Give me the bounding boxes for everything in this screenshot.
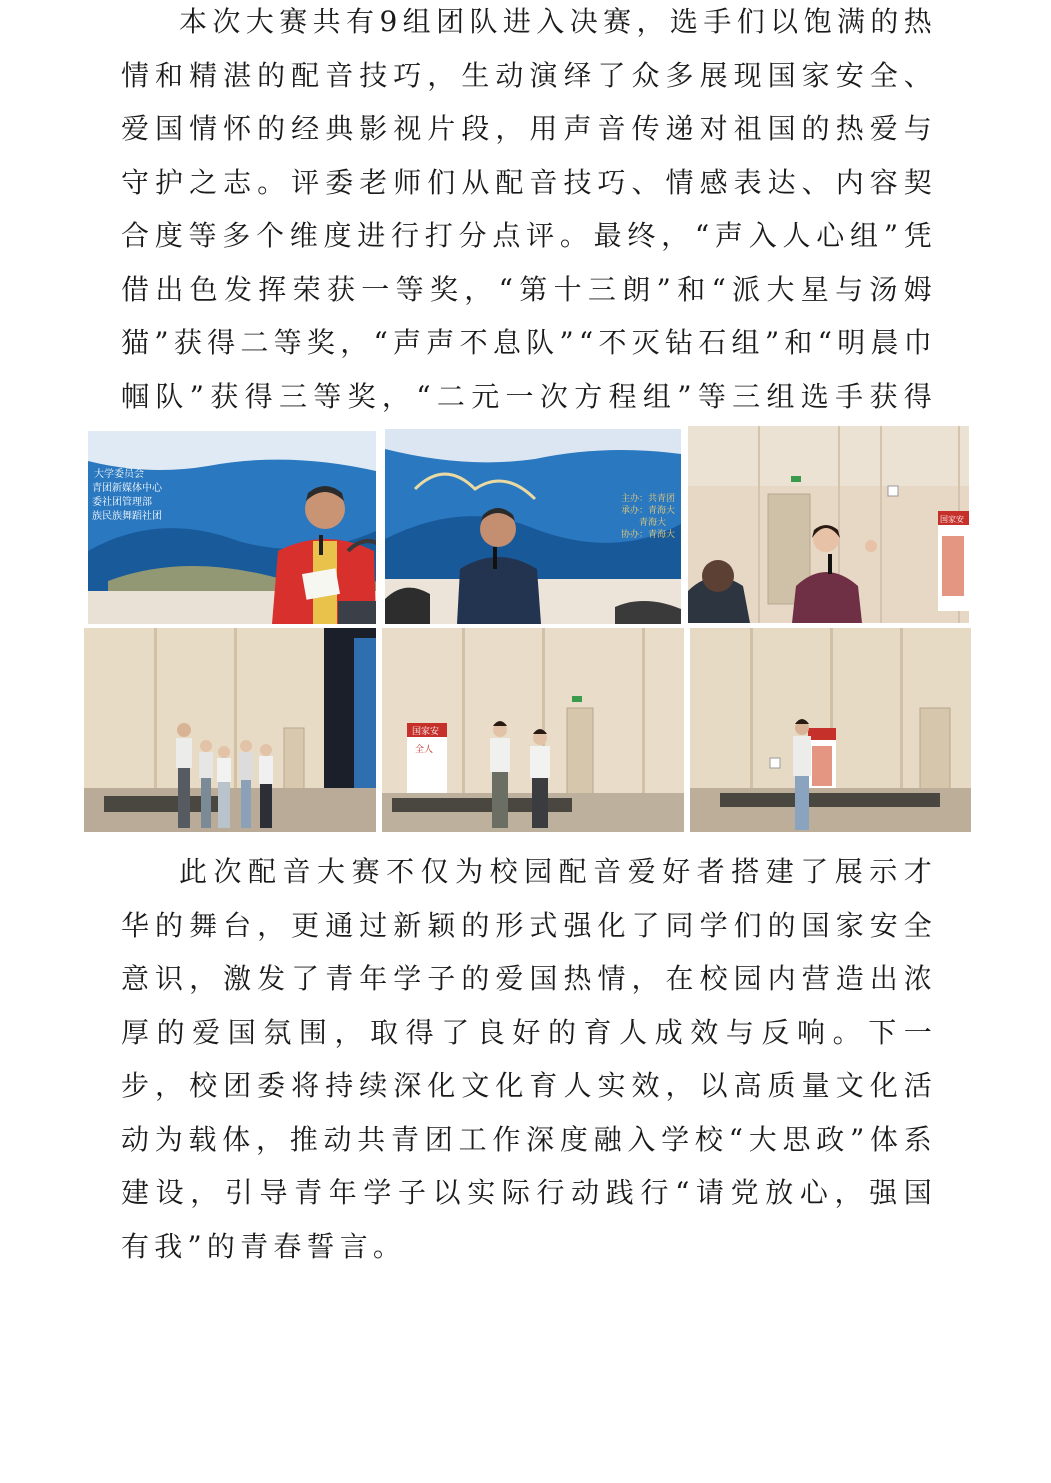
svg-text:青团新媒体中心: 青团新媒体中心 xyxy=(92,483,162,494)
photo-judge-navy-jacket xyxy=(385,429,681,624)
svg-text:青海大: 青海大 xyxy=(639,518,667,528)
photo-group-five-performers xyxy=(84,628,376,832)
svg-text:主办：共青团: 主办：共青团 xyxy=(621,494,676,504)
photo-woman-plum-coat xyxy=(688,426,969,623)
paragraph-1: 本次大赛共有9组团队进入决赛，选手们以饱满的热情和精湛的配音技巧，生动演绎了众多展现国家安全、爱国情怀的经典影视片段，用声音传递对祖国的热爱与守护之志。评委老师们从配音技巧、情感表达、内容契合度等多个维度进行打分点评。最终，“声入人心组”凭借出色发挥荣获一等奖，“第十三朗”和“派大星与汤姆猫”获得二等奖，“声声不息队”“不灭钻石组”和“明晨巾帼队”获得三等奖，“二元一次方程组”等三组选手获得 xyxy=(121,5,937,413)
svg-text:委社团管理部: 委社团管理部 xyxy=(92,497,152,508)
svg-text:协办：青海大: 协办：青海大 xyxy=(621,530,676,540)
svg-text:国家安: 国家安 xyxy=(940,515,964,524)
photo-single-performer xyxy=(690,628,971,832)
svg-text:国家安: 国家安 xyxy=(412,727,440,737)
svg-text:承办：青海大: 承办：青海大 xyxy=(621,506,676,516)
svg-text:大学委员会: 大学委员会 xyxy=(94,469,144,480)
photo-judge-red-jacket xyxy=(88,431,376,624)
svg-text:全人: 全人 xyxy=(415,745,434,755)
svg-text:族民族舞蹈社团: 族民族舞蹈社团 xyxy=(92,511,162,522)
paragraph-2: 此次配音大赛不仅为校园配音爱好者搭建了展示才华的舞台，更通过新颖的形式强化了同学们的国家安全意识，激发了青年学子的爱国热情，在校园内营造出浓厚的爱国氛围，取得了良好的育人成效与反响。下一步，校团委将持续深化文化育人实效，以高质量文化活动为载体，推动共青团工作深度融入学校“大思政”体系建设，引导青年学子以实际行动践行“请党放心，强国有我”的青春誓言。 xyxy=(121,855,937,1263)
photo-two-performers xyxy=(382,628,684,832)
